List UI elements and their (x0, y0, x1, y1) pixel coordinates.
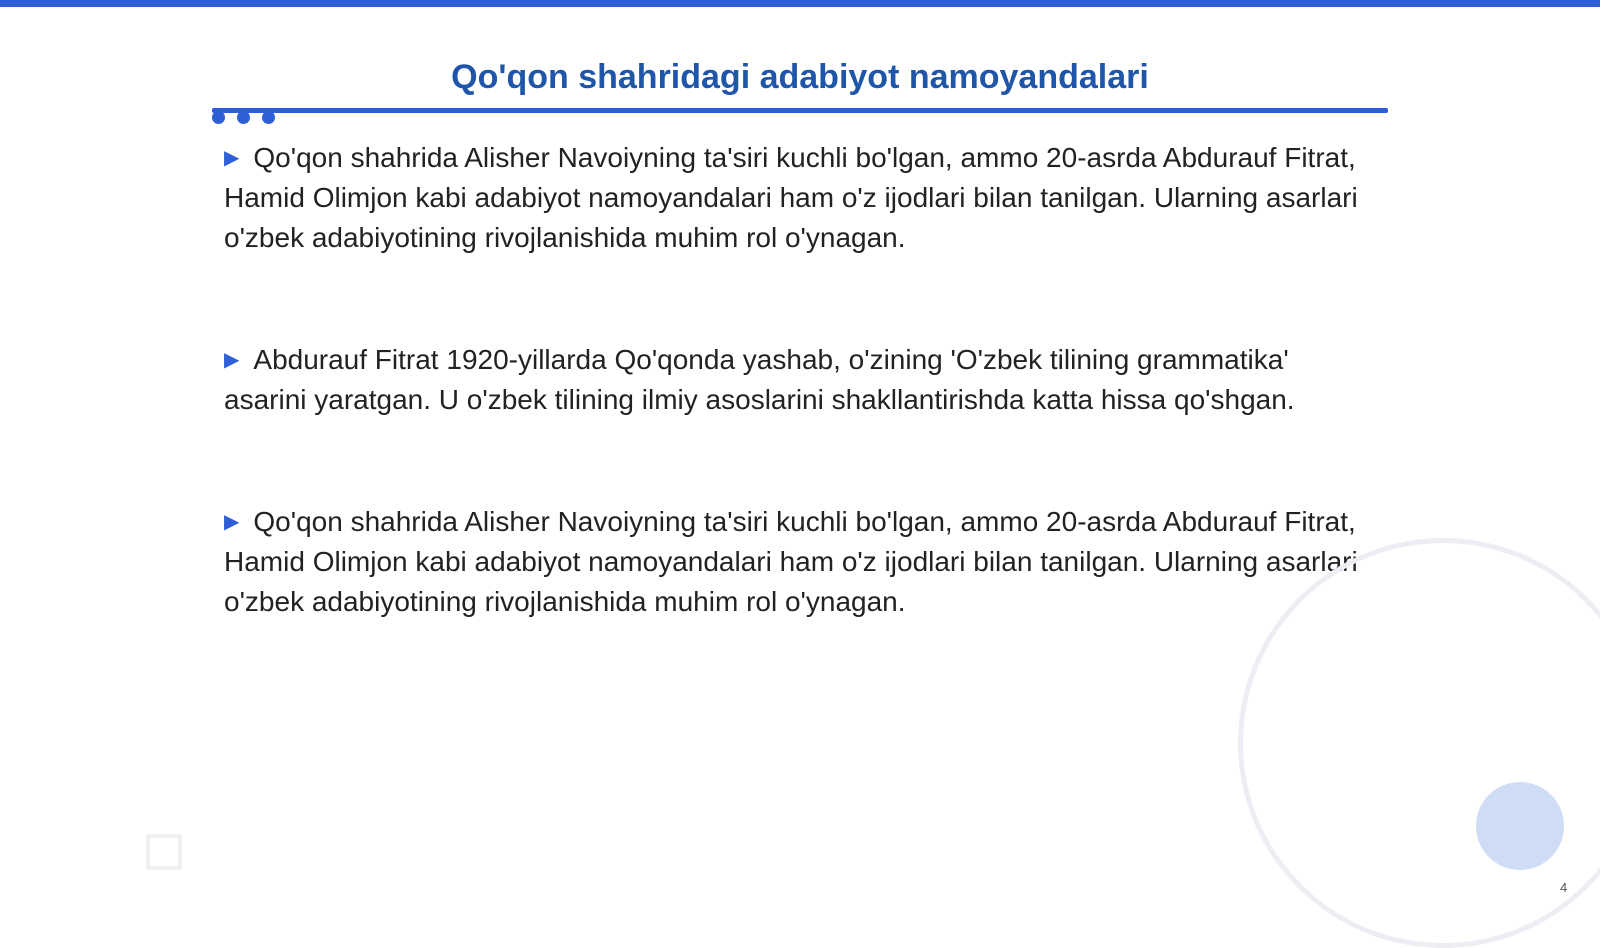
bullet-item (224, 502, 1374, 622)
decorative-square (146, 834, 182, 870)
bullet-text: Qo'qon shahrida Alisher Navoiyning ta'siri kuchli bo'lgan, ammo 20-asrda Abdurauf Fitrat, Hamid Olimjon kabi adabiyot namoyandalari ham o'z ijodlari bilan tanilgan. Ularning asarlari o'zbek adabiyotining rivojlanishida muhim rol o'ynagan. (224, 142, 1358, 253)
bullet-list (224, 138, 1374, 704)
triangle-right-icon: ▶ (224, 511, 240, 533)
title-underline (212, 108, 1388, 113)
triangle-right-icon: ▶ (224, 349, 240, 371)
triangle-right-icon: ▶ (224, 147, 240, 169)
underline-dot (237, 111, 250, 124)
page-number: 4 (1560, 880, 1568, 895)
bullet-text: Qo'qon shahrida Alisher Navoiyning ta'siri kuchli bo'lgan, ammo 20-asrda Abdurauf Fitrat, Hamid Olimjon kabi adabiyot namoyandalari ham o'z ijodlari bilan tanilgan. Ularning asarlari o'zbek adabiyotining rivojlanishida muhim rol o'ynagan. (224, 506, 1358, 617)
bullet-item (224, 138, 1374, 258)
top-accent-bar (0, 0, 1600, 7)
underline-dot (212, 111, 225, 124)
bullet-item (224, 340, 1374, 420)
slide-title: Qo'qon shahridagi adabiyot namoyandalari (451, 58, 1149, 96)
bullet-text: Abdurauf Fitrat 1920-yillarda Qo'qonda yashab, o'zining 'O'zbek tilining grammatika' asarini yaratgan. U o'zbek tilining ilmiy asoslarini shakllantirishda katta hissa qo'shgan. (224, 344, 1295, 415)
decorative-circle (1476, 782, 1564, 870)
underline-dot (262, 111, 275, 124)
